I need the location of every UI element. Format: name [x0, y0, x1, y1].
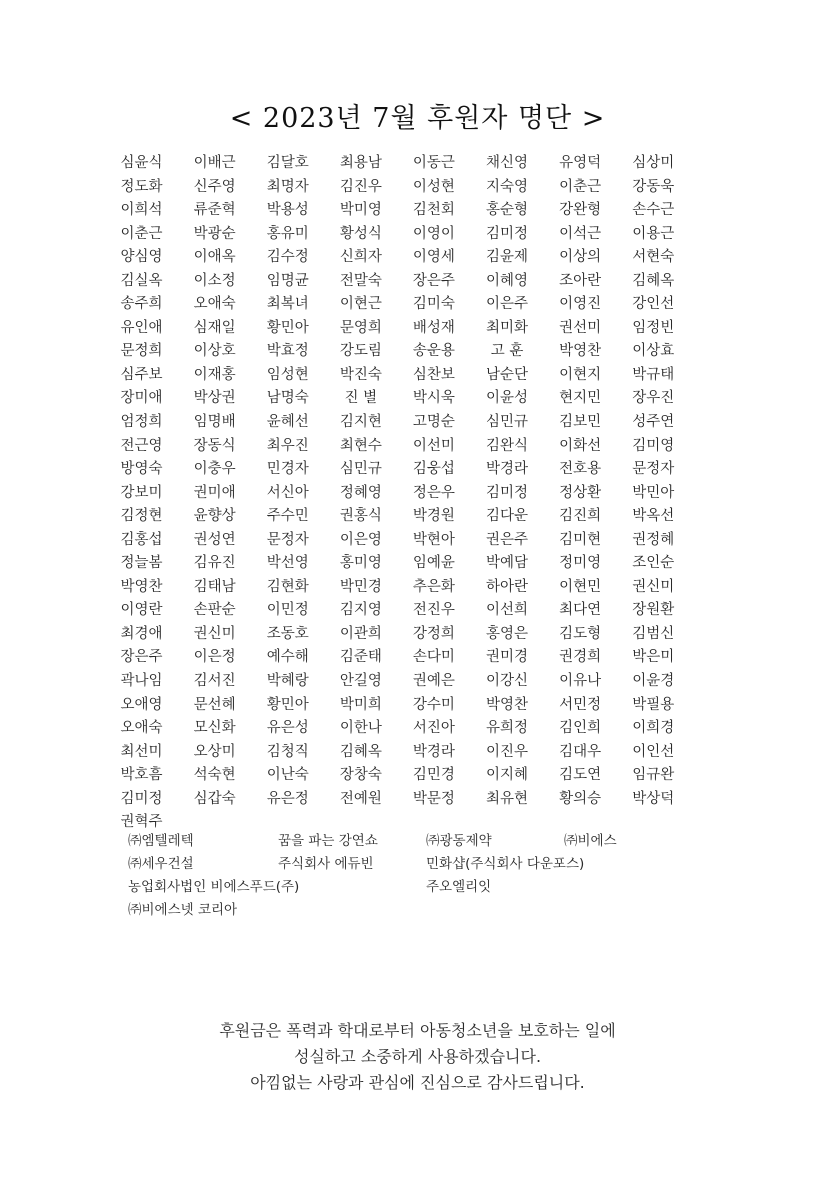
donor-name: 김웅섭 — [412, 461, 455, 478]
donor-name: 황민아 — [266, 319, 309, 336]
donor-name: 이동근 — [412, 155, 455, 171]
donor-name: 장우진 — [632, 390, 675, 407]
donor-name: 권미애 — [193, 484, 236, 501]
donor-name: 박민경 — [339, 578, 382, 595]
organization-name: 농업회사법인 비에스푸드(주) — [128, 879, 300, 895]
donor-name: 장미애 — [120, 390, 163, 407]
organization-list — [128, 830, 688, 922]
donor-name: 전근영 — [120, 437, 163, 454]
donor-name: 문정자 — [632, 461, 675, 478]
donor-name: 이용근 — [632, 225, 675, 242]
donor-name: 하아란 — [486, 578, 529, 595]
donor-name: 전예원 — [339, 790, 382, 807]
donor-name: 박문정 — [412, 790, 455, 807]
donor-name: 배성재 — [412, 319, 455, 336]
donor-name: 권은주 — [486, 531, 529, 548]
donor-name: 이유나 — [559, 673, 602, 690]
donor-name: 최유현 — [486, 790, 529, 807]
donor-name: 김도연 — [559, 767, 602, 784]
donor-name: 이윤성 — [486, 390, 529, 407]
donor-name: 정상환 — [559, 484, 602, 501]
donor-name: 강정희 — [412, 625, 455, 642]
donor-name: 정은우 — [412, 484, 455, 501]
donor-name: 김청직 — [266, 743, 309, 760]
donor-name: 박상권 — [193, 390, 236, 407]
donor-name: 추은화 — [412, 578, 455, 595]
donor-name: 전진우 — [412, 602, 455, 619]
closing-line: 성실하고 소중하게 사용하겠습니다. — [293, 1047, 542, 1066]
donor-name: 이민정 — [266, 602, 309, 619]
donor-name: 정도화 — [120, 178, 163, 195]
donor-name: 김민경 — [412, 767, 455, 784]
donor-name: 최용남 — [339, 155, 382, 171]
donor-name: 이화선 — [559, 437, 602, 454]
donor-name: 이배근 — [193, 155, 236, 171]
donor-name: 손수근 — [632, 202, 675, 219]
donor-name: 정혜영 — [339, 484, 382, 501]
donor-name: 김미정 — [120, 790, 163, 807]
donor-name: 박민아 — [632, 484, 675, 501]
donor-name: 서진아 — [412, 720, 455, 737]
donor-name: 서현숙 — [632, 249, 675, 266]
donor-name: 이상호 — [193, 343, 236, 360]
donor-name: 이현지 — [559, 366, 602, 383]
donor-name: 김범신 — [632, 625, 675, 642]
donor-name: 김수정 — [266, 249, 309, 266]
donor-name: 김도형 — [559, 625, 602, 642]
organization-name: 주오엘리잇 — [426, 879, 492, 895]
donor-name: 박경원 — [412, 508, 455, 525]
donor-name: 황의승 — [559, 790, 602, 807]
donor-name: 박옥선 — [632, 508, 675, 525]
donor-name: 박용성 — [266, 202, 309, 219]
donor-name: 문영희 — [339, 319, 382, 336]
donor-name: 박규태 — [632, 366, 675, 383]
donor-name: 민경자 — [266, 461, 309, 478]
donor-name: 오상미 — [193, 743, 236, 760]
donor-name: 김서진 — [193, 673, 236, 690]
organization-name: ㈜비에스넷 코리아 — [128, 902, 238, 918]
donor-name: 유은정 — [266, 790, 309, 807]
donor-name: 김실옥 — [120, 272, 163, 289]
donor-name: 남순단 — [486, 366, 529, 383]
donor-name: 이혜영 — [486, 272, 529, 289]
donor-name: 이애옥 — [193, 249, 236, 266]
donor-name: 서민정 — [559, 696, 602, 713]
donor-name: 이인선 — [632, 743, 675, 760]
donor-name: 이현민 — [559, 578, 602, 595]
donor-name: 김미현 — [559, 531, 602, 548]
donor-name: 박진숙 — [339, 366, 382, 383]
donor-name: 임명균 — [266, 272, 309, 289]
donor-name: 김혜옥 — [632, 272, 675, 289]
donor-name: 심민규 — [486, 414, 529, 431]
organization-row — [128, 899, 688, 922]
donor-name: 최선미 — [120, 743, 163, 760]
donor-name: 임규완 — [632, 767, 675, 784]
donor-name: 박선영 — [266, 555, 309, 572]
donor-name: 이지혜 — [486, 767, 529, 784]
donor-name: 유영덕 — [559, 155, 602, 171]
donor-name: 손다미 — [412, 649, 455, 666]
donor-name: 강인선 — [632, 296, 675, 313]
donor-name: 조인순 — [632, 555, 675, 572]
donor-name: 박영찬 — [559, 343, 602, 360]
donor-name: 권정혜 — [632, 531, 675, 548]
donor-name: 강도림 — [339, 343, 382, 360]
donor-name: 현지민 — [559, 390, 602, 407]
donor-name: 오애숙 — [120, 720, 163, 737]
donor-name: 손판순 — [193, 602, 236, 619]
donor-name: 김미영 — [632, 437, 675, 454]
donor-name: 박미희 — [339, 696, 382, 713]
donor-name: 박미영 — [339, 202, 382, 219]
donor-name: 김미숙 — [412, 296, 455, 313]
donor-name: 안길영 — [339, 673, 382, 690]
donor-name: 김미정 — [486, 225, 529, 242]
donor-name: 심재일 — [193, 319, 236, 336]
donor-name: 이희석 — [120, 202, 163, 219]
organization-name: 민화샵(주식회사 다운포스) — [426, 856, 585, 872]
donor-name-grid — [105, 152, 745, 835]
donor-name: 윤혜선 — [266, 414, 309, 431]
donor-name: 강보미 — [120, 484, 163, 501]
donor-name: 최경애 — [120, 625, 163, 642]
organization-name: 주식회사 에듀빈 — [278, 856, 374, 872]
donor-name: 이춘근 — [120, 225, 163, 242]
donor-name: 이강신 — [486, 673, 529, 690]
closing-message — [0, 1018, 835, 1096]
donor-name: 신주영 — [193, 178, 236, 195]
donor-name: 모신화 — [193, 720, 236, 737]
donor-name: 심주보 — [120, 366, 163, 383]
donor-name: 이영란 — [120, 602, 163, 619]
donor-name: 남명숙 — [266, 390, 309, 407]
donor-name: 이진우 — [486, 743, 529, 760]
donor-name: 장동식 — [193, 437, 236, 454]
donor-name: 석숙현 — [193, 767, 236, 784]
donor-name: 박혜랑 — [266, 673, 309, 690]
donor-name: 박필용 — [632, 696, 675, 713]
donor-name: 이재홍 — [193, 366, 236, 383]
organization-name: ㈜광동제약 — [426, 833, 492, 849]
donor-name: 윤향상 — [193, 508, 236, 525]
page-title: < 2023년 7월 후원자 명단 > — [229, 103, 606, 134]
donor-name: 권선미 — [559, 319, 602, 336]
donor-name: 전호용 — [559, 461, 602, 478]
donor-name: 임예윤 — [412, 555, 455, 572]
donor-name: 김달호 — [266, 155, 309, 171]
donor-name: 조동호 — [266, 625, 309, 642]
donor-name: 유인애 — [120, 319, 163, 336]
donor-name: 홍유미 — [266, 225, 309, 242]
donor-name: 이은영 — [339, 531, 382, 548]
donor-name: 권경희 — [559, 649, 602, 666]
donor-name: 황민아 — [266, 696, 309, 713]
donor-name: 장원환 — [632, 602, 675, 619]
donor-name: 이선미 — [412, 437, 455, 454]
donor-name: 권미경 — [486, 649, 529, 666]
donor-name: 박상덕 — [632, 790, 675, 807]
donor-name: 김진우 — [339, 178, 382, 195]
donor-name: 김유진 — [193, 555, 236, 572]
donor-name: 권예은 — [412, 673, 455, 690]
donor-name: 강수미 — [412, 696, 455, 713]
donor-name: 이석근 — [559, 225, 602, 242]
donor-name: 주수민 — [266, 508, 309, 525]
donor-name: 황성식 — [339, 225, 382, 242]
donor-name: 김보민 — [559, 414, 602, 431]
donor-name: 이상효 — [632, 343, 675, 360]
donor-name: 유은성 — [266, 720, 309, 737]
donor-name: 김윤제 — [486, 249, 529, 266]
donor-name: 김인희 — [559, 720, 602, 737]
donor-name: 최현수 — [339, 437, 382, 454]
donor-name: 홍미영 — [339, 555, 382, 572]
donor-name: 최명자 — [266, 178, 309, 195]
donor-name: 김대우 — [559, 743, 602, 760]
donor-name: 박호흠 — [120, 767, 163, 784]
organization-row — [128, 853, 688, 876]
donor-name: 조아란 — [559, 272, 602, 289]
donor-name: 심찬보 — [412, 366, 455, 383]
donor-name: 박시욱 — [412, 390, 455, 407]
donor-name: 홍영은 — [486, 625, 529, 642]
organization-name: ㈜비에스 — [564, 833, 617, 849]
donor-name: 고 훈 — [490, 343, 524, 360]
donor-name: 오애숙 — [193, 296, 236, 313]
donor-name: 문정희 — [120, 343, 163, 360]
organization-row — [128, 876, 688, 899]
donor-name: 최다연 — [559, 602, 602, 619]
donor-name: 송주희 — [120, 296, 163, 313]
donor-name: 심갑숙 — [193, 790, 236, 807]
donor-name: 권신미 — [193, 625, 236, 642]
donor-name: 최미화 — [486, 319, 529, 336]
donor-name: 권홍식 — [339, 508, 382, 525]
donor-name: 송운용 — [412, 343, 455, 360]
donor-name: 장은주 — [412, 272, 455, 289]
donor-name: 김다운 — [486, 508, 529, 525]
donor-name: 전말숙 — [339, 272, 382, 289]
donor-name: 심상미 — [632, 155, 675, 171]
donor-name: 김미정 — [486, 484, 529, 501]
donor-name: 이선희 — [486, 602, 529, 619]
donor-name: 박효정 — [266, 343, 309, 360]
donor-name: 오애영 — [120, 696, 163, 713]
donor-name: 정미영 — [559, 555, 602, 572]
donor-name: 임명배 — [193, 414, 236, 431]
closing-line: 아낌없는 사랑과 관심에 진심으로 감사드립니다. — [250, 1073, 585, 1092]
donor-name: 박영찬 — [120, 578, 163, 595]
donor-name: 권혁주 — [120, 814, 163, 831]
donor-name: 박현아 — [412, 531, 455, 548]
donor-name: 신희자 — [339, 249, 382, 266]
donor-name: 김태남 — [193, 578, 236, 595]
organization-name: ㈜엠텔레텍 — [128, 833, 194, 849]
closing-line: 후원금은 폭력과 학대로부터 아동청소년을 보호하는 일에 — [219, 1021, 616, 1040]
donor-name: 김천회 — [412, 202, 455, 219]
donor-name: 박광순 — [193, 225, 236, 242]
donor-name: 지숙영 — [486, 178, 529, 195]
donor-name: 이소정 — [193, 272, 236, 289]
donor-name: 이희경 — [632, 720, 675, 737]
donor-name: 이충우 — [193, 461, 236, 478]
donor-name: 이춘근 — [559, 178, 602, 195]
donor-name: 서신아 — [266, 484, 309, 501]
donor-name: 이윤경 — [632, 673, 675, 690]
organization-row — [128, 830, 688, 853]
donor-name: 권성연 — [193, 531, 236, 548]
donor-name: 진 별 — [344, 390, 378, 407]
donor-name: 김정현 — [120, 508, 163, 525]
donor-name: 김진희 — [559, 508, 602, 525]
organization-name: ㈜세우건설 — [128, 856, 194, 872]
donor-name: 정늘봄 — [120, 555, 163, 572]
donor-name: 성주연 — [632, 414, 675, 431]
donor-name: 이한나 — [339, 720, 382, 737]
donor-name: 엄정희 — [120, 414, 163, 431]
donor-name: 유희정 — [486, 720, 529, 737]
donor-name: 박영찬 — [486, 696, 529, 713]
donor-name: 김홍섭 — [120, 531, 163, 548]
donor-name: 이현근 — [339, 296, 382, 313]
donor-name: 박은미 — [632, 649, 675, 666]
donor-name: 강동욱 — [632, 178, 675, 195]
donor-name: 고명순 — [412, 414, 455, 431]
donor-name: 김준태 — [339, 649, 382, 666]
donor-name: 김현화 — [266, 578, 309, 595]
donor-name: 임성현 — [266, 366, 309, 383]
donor-name: 임정빈 — [632, 319, 675, 336]
donor-name: 문선혜 — [193, 696, 236, 713]
donor-name: 심민규 — [339, 461, 382, 478]
donor-name: 김완식 — [486, 437, 529, 454]
donor-name: 이관희 — [339, 625, 382, 642]
donor-name: 이영세 — [412, 249, 455, 266]
donor-name: 이성현 — [412, 178, 455, 195]
donor-name: 방영숙 — [120, 461, 163, 478]
donor-name: 박예담 — [486, 555, 529, 572]
donor-name: 최우진 — [266, 437, 309, 454]
donor-name: 김혜옥 — [339, 743, 382, 760]
donor-name: 홍순형 — [486, 202, 529, 219]
organization-name: 꿈을 파는 강연쇼 — [278, 833, 378, 849]
donor-name: 이난숙 — [266, 767, 309, 784]
donor-name: 권신미 — [632, 578, 675, 595]
donor-name: 장은주 — [120, 649, 163, 666]
donor-name: 최복녀 — [266, 296, 309, 313]
donor-name: 이은주 — [486, 296, 529, 313]
donor-name: 이영진 — [559, 296, 602, 313]
donor-name: 김지영 — [339, 602, 382, 619]
donor-name: 강완형 — [559, 202, 602, 219]
donor-name: 채신영 — [486, 155, 529, 171]
donor-name: 예수해 — [266, 649, 309, 666]
donor-name: 곽나임 — [120, 673, 163, 690]
donor-name: 이은정 — [193, 649, 236, 666]
donor-name: 양심영 — [120, 249, 163, 266]
donor-name: 박경라 — [412, 743, 455, 760]
donor-name: 김지현 — [339, 414, 382, 431]
donor-name: 박경라 — [486, 461, 529, 478]
donor-name: 심윤식 — [120, 155, 163, 171]
donor-name: 문정자 — [266, 531, 309, 548]
donor-name: 류준혁 — [193, 202, 236, 219]
donor-name: 이영이 — [412, 225, 455, 242]
donor-name: 이상의 — [559, 249, 602, 266]
donor-name: 장창숙 — [339, 767, 382, 784]
